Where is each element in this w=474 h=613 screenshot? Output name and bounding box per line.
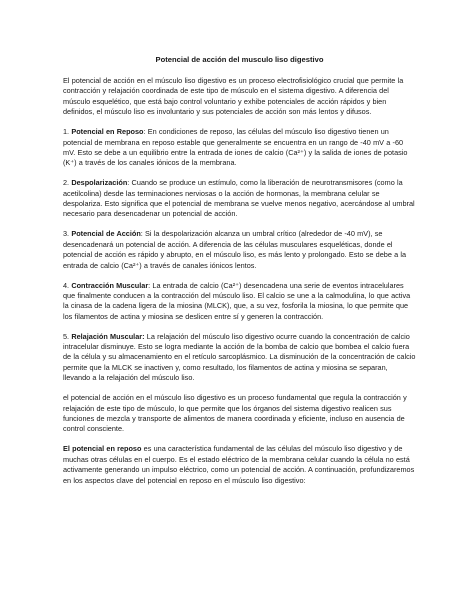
- step-number: 2.: [63, 178, 70, 188]
- step-text: : La entrada de calcio (Ca²⁺) desencadena una serie de eventos intracelulares que finalmente conducen a la contracción del músculo liso. El calcio se une a la calmodulina, lo que activa la cinasa de la cadena ligera de la miosina (MLCK), que, a su vez, fosforila la miosina, lo que permite que los filamentos de actina y miosina se deslicen entre sí y generen la contracción.: [63, 280, 411, 321]
- step-number: 1.: [63, 127, 70, 137]
- step-heading: Despolarización: [71, 178, 128, 188]
- step-paragraph-3: [63, 229, 416, 271]
- intro-paragraph: El potencial de acción en el músculo liso digestivo es un proceso electrofisiológico crucial que permite la contracción y relajación coordinada de este tipo de músculo en el sistema digestivo. A diferencia del músculo esquelético, que está bajo control voluntario y exhibe potenciales de acción rápidos y bien definidos, el músculo liso es involuntario y sus potenciales de acción son más lentos y difusos.: [63, 76, 404, 117]
- step-heading: Contracción Muscular: [71, 280, 149, 290]
- step-number: 5.: [63, 331, 70, 341]
- step-paragraph-5: [63, 332, 416, 384]
- document-title: Potencial de acción del musculo liso digestivo: [155, 55, 324, 64]
- step-number: 3.: [63, 229, 70, 239]
- step-paragraph-4: [63, 281, 416, 323]
- step-text: : En condiciones de reposo, las células del músculo liso digestivo tienen un potencial de membrana en reposo estable que generalmente se encuentra en un rango de -40 mV a -60 mV. Esto se debe a un equilibrio entre la entrada de iones de calcio (Ca²⁺) y la salida de iones de potasio (K⁺) a través de los canales iónicos de la membrana.: [63, 127, 408, 168]
- step-heading: Potencial en Reposo: [71, 127, 144, 137]
- step-text: : Si la despolarización alcanza un umbral crítico (alrededor de -40 mV), se desencadenará un potencial de acción. A diferencia de las células musculares esqueléticas, donde el potencial de acción es rápido y abrupto, en el músculo liso, es más lento y prolongado. Esto se debe a la entrada de calcio (Ca²⁺) a través de canales iónicos lentos.: [63, 229, 407, 270]
- rest-heading: El potencial en reposo: [63, 444, 142, 454]
- step-text: La relajación del músculo liso digestivo ocurre cuando la concentración de calcio intracelular disminuye. Esto se logra mediante la acción de la bomba de calcio que bombea el calcio fuera de la célula y su almacenamiento en el retículo sarcoplásmico. La disminución de la concentración de calcio permite que la MLCK se inactiven y, como resultado, los filamentos de actina y miosina se separan, llevando a la relajación del músculo liso.: [63, 331, 416, 383]
- step-paragraph-2: [63, 178, 416, 220]
- step-number: 4.: [63, 280, 70, 290]
- rest-text: es una característica fundamental de las células del músculo liso digestivo y de muchas otras células en el cuerpo. Es el estado eléctrico de la membrana celular cuando la célula no está activamente generando un impulso eléctrico, como un potencial de acción. A continuación, profundizaremos en los aspectos clave del potencial en reposo en el músculo liso digestivo:: [63, 444, 415, 485]
- summary-paragraph: el potencial de acción en el músculo liso digestivo es un proceso fundamental que regula la contracción y relajación de este tipo de músculo, lo que permite que los órganos del sistema digestivo realicen sus funciones de mezcla y transporte de alimentos de manera coordinada y eficiente, incluso en ausencia de control consciente.: [63, 393, 407, 434]
- rest-potential-paragraph: [63, 444, 416, 486]
- step-paragraph-1: [63, 127, 416, 169]
- step-heading: Relajación Muscular:: [71, 331, 145, 341]
- step-heading: Potencial de Acción: [71, 229, 141, 239]
- step-text: : Cuando se produce un estímulo, como la liberación de neurotransmisores (como la acetilcolina) desde las terminaciones nerviosas o la acción de hormonas, la membrana celular se despolariza. Esto significa que el potencial de membrana se vuelve menos negativo, acercándose al umbral necesario para desencadenar un potencial de acción.: [63, 178, 415, 219]
